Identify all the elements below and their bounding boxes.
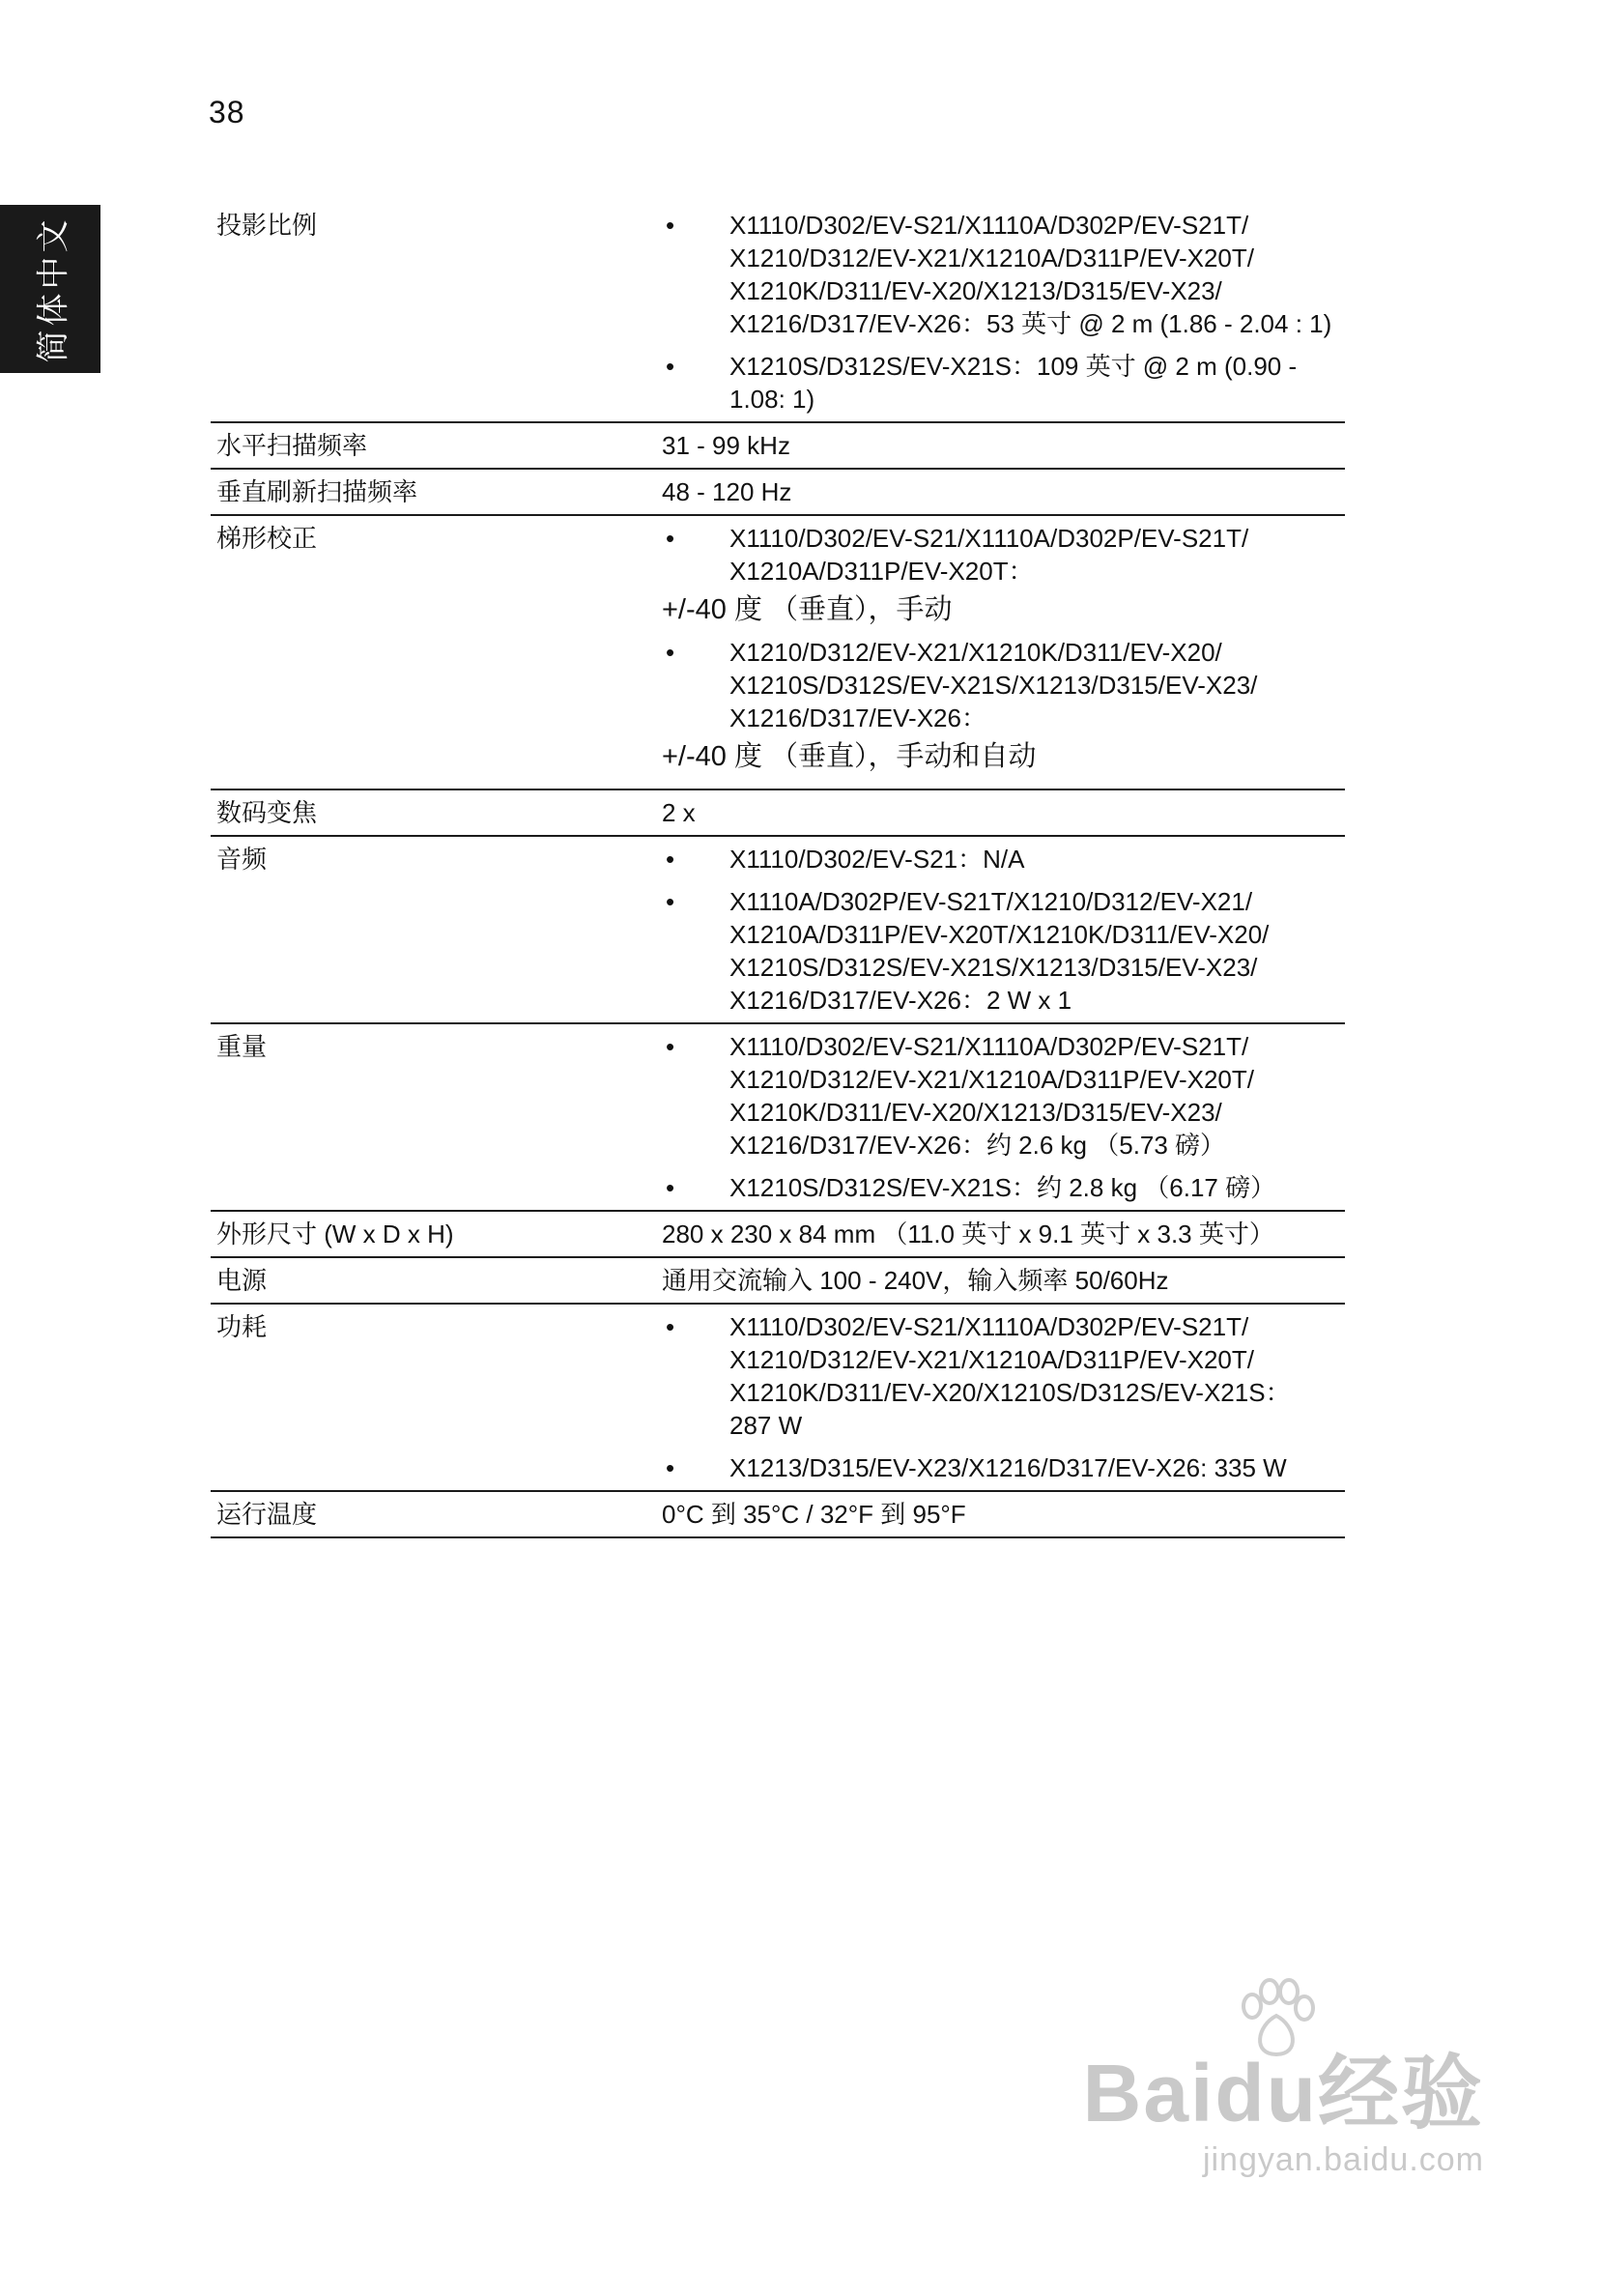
bullet-list bbox=[662, 1030, 1339, 1204]
spec-text: 通用交流输入 100 - 240V，输入频率 50/60Hz bbox=[662, 1266, 1169, 1295]
spec-value bbox=[662, 469, 1345, 515]
spec-text: 2 x bbox=[662, 798, 696, 827]
bullet-item: • X1110/D302/EV-S21/X1110A/D302P/EV-S21T/ X1210/D312/EV-X21/X1210A/D311P/EV-X20T/ X1210K/D311/EV-X20/X1213/D315/EV-X23/ X1216/D317/EV-X26：53 英寸 @ 2 m (1.86 - 2.04 : 1) bbox=[662, 209, 1339, 340]
bullet-list bbox=[662, 522, 1339, 588]
spec-value bbox=[662, 203, 1345, 422]
spec-note: +/-40 度 （垂直），手动 bbox=[662, 594, 953, 625]
spec-label: 垂直刷新扫描频率 bbox=[216, 477, 418, 506]
spec-row bbox=[211, 1257, 1345, 1304]
spec-label: 外形尺寸 (W x D x H) bbox=[216, 1220, 454, 1248]
spec-label: 电源 bbox=[216, 1266, 268, 1295]
spec-value bbox=[662, 1023, 1345, 1211]
spec-row bbox=[211, 1023, 1345, 1211]
spec-row bbox=[211, 469, 1345, 515]
bullet-list bbox=[662, 636, 1339, 734]
spec-label: 重量 bbox=[216, 1032, 268, 1061]
spec-text: 48 - 120 Hz bbox=[662, 477, 792, 506]
bullet-list bbox=[662, 843, 1339, 1017]
spec-text: 0°C 到 35°C / 32°F 到 95°F bbox=[662, 1500, 966, 1529]
language-side-tab bbox=[0, 205, 100, 373]
spec-label: 水平扫描频率 bbox=[216, 431, 368, 460]
spec-row bbox=[211, 422, 1345, 469]
bullet-item: • X1110A/D302P/EV-S21T/X1210/D312/EV-X21/ X1210A/D311P/EV-X20T/X1210K/D311/EV-X20/ X1210S/D312S/EV-X21S/X1213/D315/EV-X23/ X1216/D317/EV-X26：2 W x 1 bbox=[662, 885, 1339, 1017]
bullet-item: • X1210S/D312S/EV-X21S：约 2.8 kg （6.17 磅） bbox=[662, 1171, 1339, 1204]
spec-row bbox=[211, 1211, 1345, 1257]
spec-label: 投影比例 bbox=[216, 211, 318, 240]
bullet-item: • X1110/D302/EV-S21：N/A bbox=[662, 843, 1339, 875]
bullet-item: • X1210/D312/EV-X21/X1210K/D311/EV-X20/ X1210S/D312S/EV-X21S/X1213/D315/EV-X23/ X1216/D317/EV-X26： bbox=[662, 636, 1339, 734]
spec-row bbox=[211, 836, 1345, 1023]
spec-row bbox=[211, 789, 1345, 836]
baidu-watermark bbox=[1078, 2045, 1484, 2238]
spec-row bbox=[211, 203, 1345, 422]
bullet-item: • X1110/D302/EV-S21/X1110A/D302P/EV-S21T/ X1210/D312/EV-X21/X1210A/D311P/EV-X20T/ X1210K/D311/EV-X20/X1210S/D312S/EV-X21S： 287 W bbox=[662, 1310, 1339, 1442]
spec-label: 数码变焦 bbox=[216, 798, 318, 827]
spec-label: 功耗 bbox=[216, 1312, 268, 1341]
spec-table bbox=[211, 203, 1345, 1538]
watermark-url: jingyan.baidu.com bbox=[1202, 2141, 1484, 2178]
bullet-item: • X1110/D302/EV-S21/X1110A/D302P/EV-S21T/ X1210/D312/EV-X21/X1210A/D311P/EV-X20T/ X1210K/D311/EV-X20/X1213/D315/EV-X23/ X1216/D317/EV-X26：约 2.6 kg （5.73 磅） bbox=[662, 1030, 1339, 1162]
bullet-list bbox=[662, 209, 1339, 416]
spec-note: +/-40 度 （垂直），手动和自动 bbox=[662, 741, 1037, 772]
spec-row bbox=[211, 1491, 1345, 1537]
spec-row bbox=[211, 515, 1345, 789]
bullet-item: • X1110/D302/EV-S21/X1110A/D302P/EV-S21T/ X1210A/D311P/EV-X20T： bbox=[662, 522, 1339, 588]
paw-logo-icon bbox=[1233, 1977, 1320, 2064]
language-tab-label: 简体中文 bbox=[35, 215, 72, 362]
spec-value bbox=[662, 1257, 1345, 1304]
bullet-item: • X1210S/D312S/EV-X21S：109 英寸 @ 2 m (0.90 - 1.08: 1) bbox=[662, 350, 1339, 416]
spec-value bbox=[662, 422, 1345, 469]
spec-text: 31 - 99 kHz bbox=[662, 431, 790, 460]
spec-label: 运行温度 bbox=[216, 1500, 318, 1529]
spec-value bbox=[662, 836, 1345, 1023]
bullet-item: • X1213/D315/EV-X23/X1216/D317/EV-X26: 335 W bbox=[662, 1451, 1339, 1484]
spec-value bbox=[662, 1304, 1345, 1491]
spec-label: 音频 bbox=[216, 845, 268, 874]
spec-value bbox=[662, 789, 1345, 836]
spec-text: 280 x 230 x 84 mm （11.0 英寸 x 9.1 英寸 x 3.3 英寸） bbox=[662, 1220, 1274, 1248]
page-number: 38 bbox=[209, 95, 245, 129]
spec-value bbox=[662, 515, 1345, 789]
watermark-brand: Baidu经验 bbox=[1082, 2048, 1484, 2138]
bullet-list bbox=[662, 1310, 1339, 1484]
spec-value bbox=[662, 1211, 1345, 1257]
spec-value bbox=[662, 1491, 1345, 1537]
spec-row bbox=[211, 1304, 1345, 1491]
spec-label: 梯形校正 bbox=[216, 524, 318, 553]
